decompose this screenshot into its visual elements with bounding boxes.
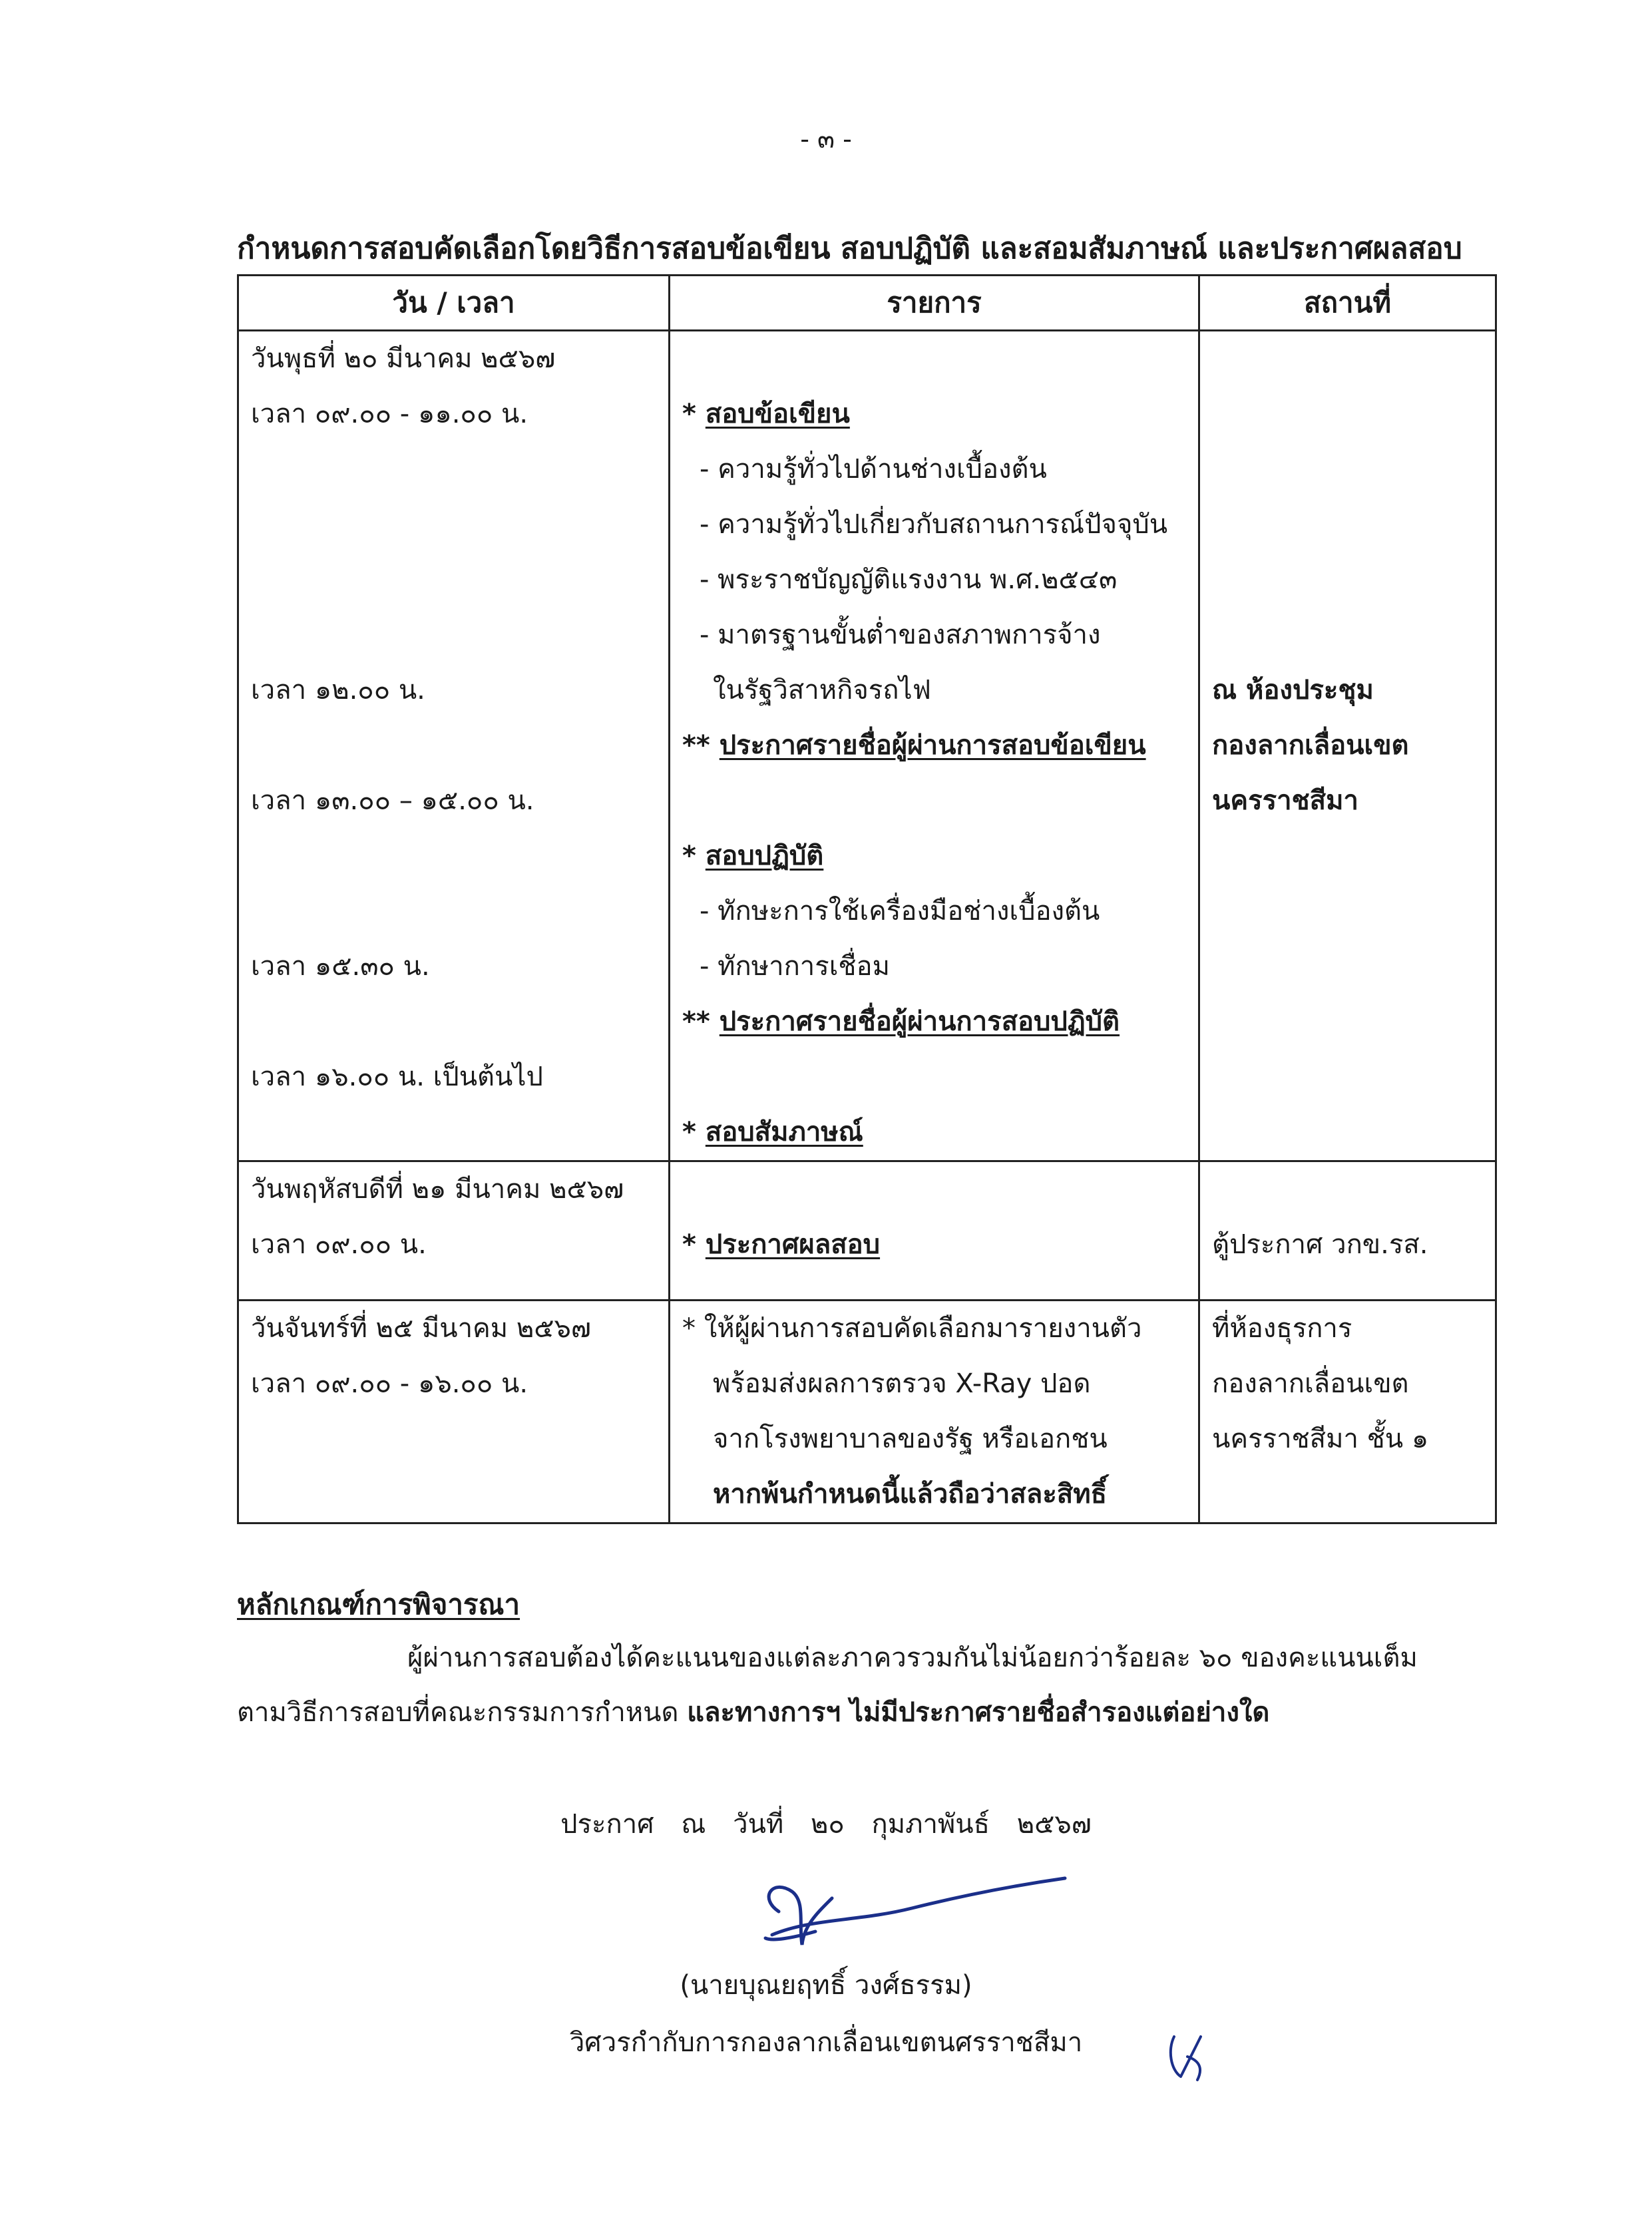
row1-time-practical: เวลา ๑๓.๐๐ – ๑๕.๐๐ น. — [251, 785, 534, 816]
practical-item: - ทักษาการเชื่อม — [700, 951, 890, 982]
report-item: พร้อมส่งผลการตรวจ X-Ray ปอด — [713, 1368, 1091, 1399]
place-line: ณ ห้องประชุม — [1212, 675, 1374, 706]
row1-date-cell — [238, 331, 670, 1161]
row3-item-cell — [670, 1301, 1199, 1523]
table-header-row — [238, 276, 1496, 331]
table-row — [238, 1301, 1496, 1523]
row1-item-cell — [670, 331, 1199, 1161]
row2-date-cell — [238, 1161, 670, 1301]
announce-written-label: ประกาศรายชื่อผู้ผ่านการสอบข้อเขียน — [719, 730, 1146, 761]
signatory-position: วิศวรกำกับการกองลากเลื่อนเขตนศรราชสีมา — [569, 2027, 1083, 2058]
place-line: กองลากเลื่อนเขต — [1212, 730, 1409, 761]
row3-date: วันจันทร์ที่ ๒๕ มีนาคม ๒๕๖๗ — [251, 1313, 591, 1344]
row3-time: เวลา ๐๙.๐๐ - ๑๖.๐๐ น. — [251, 1368, 528, 1399]
place-line: กองลากเลื่อนเขต — [1212, 1368, 1409, 1399]
criteria-line-2: ตามวิธีการสอบที่คณะกรรมการกำหนด และทางการฯ ไม่มีประกาศรายชื่อสำรองแต่อย่างใด — [237, 1697, 1270, 1728]
written-exam-heading: * สอบข้อเขียน — [682, 399, 850, 429]
interview-heading: * สอบสัมภาษณ์ — [682, 1117, 863, 1147]
header-date-time: วัน / เวลา — [238, 276, 670, 331]
practical-item: - ทักษะการใช้เครื่องมือช่างเบื้องต้น — [700, 896, 1100, 926]
row1-time-interview: เวลา ๑๖.๐๐ น. เป็นต้นไป — [251, 1062, 543, 1092]
row1-time-announce-written: เวลา ๑๒.๐๐ น. — [251, 675, 425, 706]
row2-time: เวลา ๐๙.๐๐ น. — [251, 1229, 427, 1260]
header-item: รายการ — [670, 276, 1199, 331]
row3-date-cell — [238, 1301, 670, 1523]
written-item: - พระราชบัญญัติแรงงาน พ.ศ.๒๕๔๓ — [700, 564, 1118, 595]
row2-item-cell — [670, 1161, 1199, 1301]
header-place: สถานที่ — [1199, 276, 1496, 331]
report-item: จากโรงพยาบาลของรัฐ หรือเอกชน — [713, 1424, 1108, 1454]
announce-practical-heading: ** ประกาศรายชื่อผู้ผ่านการสอบปฏิบัติ — [682, 1006, 1120, 1037]
announce-written-heading: ** ประกาศรายชื่อผู้ผ่านการสอบข้อเขียน — [682, 730, 1146, 761]
written-item: ในรัฐวิสาหกิจรถไฟ — [713, 675, 931, 706]
place-line: นครราชสีมา — [1212, 785, 1358, 816]
signature-image — [752, 1872, 1072, 1958]
announce-result-label: ประกาศผลสอบ — [705, 1229, 881, 1260]
initial-mark — [1161, 2023, 1214, 2083]
page-number: - ๓ - — [800, 124, 852, 154]
row1-time-written: เวลา ๐๙.๐๐ - ๑๑.๐๐ น. — [251, 399, 528, 429]
announce-result-heading: * ประกาศผลสอบ — [682, 1229, 881, 1260]
interview-label: สอบสัมภาษณ์ — [705, 1117, 863, 1147]
criteria-line-2-bold: และทางการฯ ไม่มีประกาศรายชื่อสำรองแต่อย่างใด — [687, 1697, 1270, 1728]
page-title: กำหนดการสอบคัดเลือกโดยวิธีการสอบข้อเขียน สอบปฏิบัติ และสอมสัมภาษณ์ และประกาศผลสอบ — [237, 232, 1462, 266]
place-line: นครราชสีมา ชั้น ๑ — [1212, 1424, 1429, 1454]
schedule-table — [237, 274, 1497, 1524]
written-item: - ความรู้ทั่วไปเกี่ยวกับสถานการณ์ปัจจุบัน — [700, 509, 1168, 540]
criteria-line-1: ผู้ผ่านการสอบต้องได้คะแนนของแต่ละภาควรวมกันไม่น้อยกว่าร้อยละ ๖๐ ของคะแนนเต็ม — [407, 1643, 1418, 1673]
practical-exam-heading: * สอบปฏิบัติ — [682, 841, 824, 871]
row1-place-cell — [1199, 331, 1496, 1161]
place-line: ที่ห้องธุรการ — [1212, 1313, 1352, 1344]
report-warning: หากพ้นกำหนดนี้แล้วถือว่าสละสิทธิ์ — [713, 1479, 1107, 1510]
report-item: * ให้ผู้ผ่านการสอบคัดเลือกมารายงานตัว — [682, 1313, 1142, 1344]
announcement-date: ประกาศ ณ วันที่ ๒๐ กุมภาพันธ์ ๒๕๖๗ — [560, 1809, 1092, 1840]
written-item: - มาตรฐานขั้นต่ำของสภาพการจ้าง — [700, 620, 1101, 650]
row2-date: วันพฤหัสบดีที่ ๒๑ มีนาคม ๒๕๖๗ — [251, 1174, 624, 1205]
announce-practical-label: ประกาศรายชื่อผู้ผ่านการสอบปฏิบัติ — [719, 1006, 1120, 1037]
row1-date: วันพุธที่ ๒๐ มีนาคม ๒๕๖๗ — [251, 343, 556, 374]
signatory-name: (นายบุณยฤทธิ์ วงศ์ธรรม) — [680, 1970, 972, 2001]
table-row — [238, 1161, 1496, 1301]
row2-place-cell — [1199, 1161, 1496, 1301]
row1-time-announce-practical: เวลา ๑๕.๓๐ น. — [251, 951, 430, 982]
row2-place: ตู้ประกาศ วกข.รส. — [1212, 1229, 1428, 1260]
practical-exam-label: สอบปฏิบัติ — [705, 841, 824, 871]
written-item: - ความรู้ทั่วไปด้านช่างเบื้องต้น — [700, 454, 1047, 485]
criteria-heading: หลักเกณฑ์การพิจารณา — [237, 1588, 520, 1621]
row3-place-cell — [1199, 1301, 1496, 1523]
written-exam-label: สอบข้อเขียน — [705, 399, 850, 429]
table-row — [238, 331, 1496, 1161]
